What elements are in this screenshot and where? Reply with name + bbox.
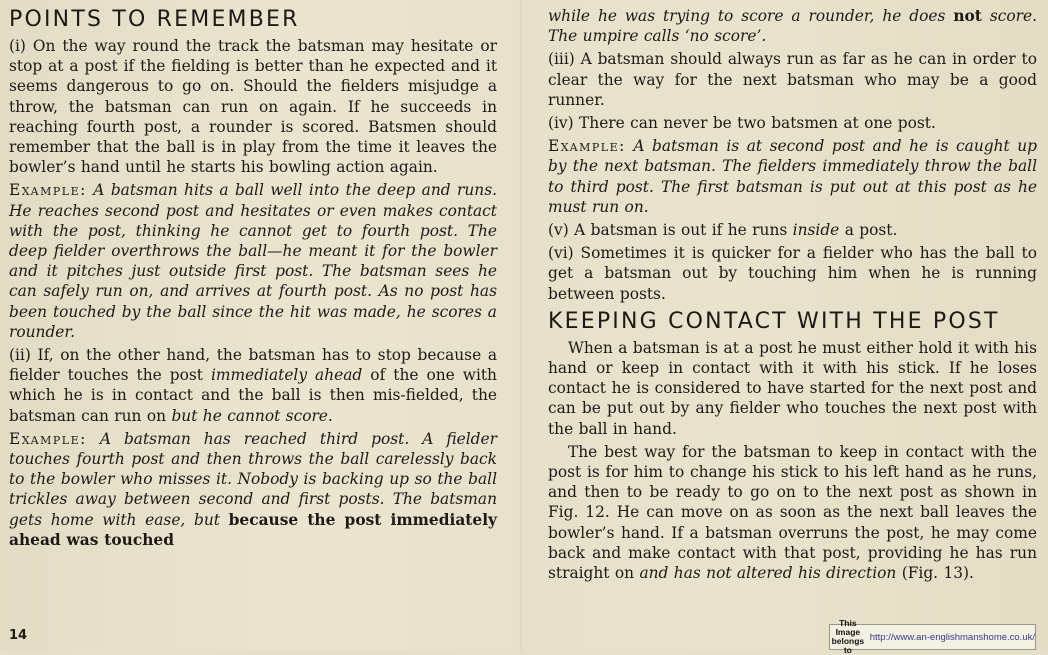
- page-gutter: [520, 0, 522, 650]
- example-label: Example:: [9, 181, 87, 200]
- stamp-url[interactable]: http://www.an-englishmanshome.co.uk/: [869, 631, 1035, 643]
- paragraph-ii-text: (ii) If, on the other hand, the batsman has to stop because a fielder touches the post: [9, 346, 497, 385]
- paragraph-i: (i) On the way round the track the batsman may hesitate or stop at a post if the fielding is better than he expected and it seems dangerous to go on. Should the fielders misjudge a throw, the batsman can run on again. If he succeeds in reaching fourth post, a rounder is scored. Batsmen should remember that the ball is in play from the time it leaves the bowler’s hand until he starts his bowling action again.: [9, 37, 497, 177]
- section-heading-points: POINTS TO REMEMBER: [9, 7, 300, 32]
- paragraph-v: [548, 220, 1037, 240]
- right-column: [548, 6, 1037, 586]
- example-3-text: A batsman is at second post and he is caught up by the next batsman. The fielders immediately throw the ball to third post. The first batsman is put out at this post as he must run on.: [548, 137, 1037, 216]
- example-1-text: A batsman hits a ball well into the deep and runs. He reaches second post and hesitates or even makes contact with the post, thinking he cannot get to fourth post. The deep fielder overthrows the ball—he meant it for the bowler and it pitches just outside first post. The batsman sees he can safely run on, and arrives at fourth post. As no post has been touched by the ball since the hit was made, he scores a rounder.: [9, 181, 497, 341]
- paragraph-vi: (vi) Sometimes it is quicker for a fielder who has the ball to get a batsman out by touching him when he is running between posts.: [548, 244, 1037, 303]
- page-number: 14: [9, 628, 28, 643]
- paragraph-ii-text-cont: of the one with which he is in contact and the ball is then mis-fielded, the batsman can run on: [9, 366, 497, 425]
- stamp-label: This Image belongs to: [831, 618, 865, 655]
- left-column: [9, 6, 497, 553]
- paragraph-ii-emphasis: immediately ahead: [210, 366, 363, 385]
- paragraph-v-text-end: a post.: [844, 221, 898, 240]
- ownership-stamp: [829, 618, 1036, 655]
- example-3: [548, 136, 1037, 217]
- example-2: [9, 429, 497, 550]
- example-1: [9, 180, 497, 342]
- paragraph-ii-emphasis-end: but he cannot score.: [171, 406, 333, 425]
- example-2-text: A batsman has reached third post. A fielder touches fourth post and then throws the ball carelessly back to the bowler who misses it. Nobody is backing up so the ball trickles away between second and first posts. The batsman gets home with ease, but: [9, 429, 497, 529]
- example-2-bold: because the post immediately ahead was touched: [9, 510, 497, 549]
- paragraph-ii: [9, 345, 497, 426]
- paragraph-contact-2-text: The best way for the batsman to keep in contact with the post is for him to change his stick to his left hand as he runs, and then to be ready to go on to the next post as shown in Fig. 12. He can move on as soon as the next ball leaves the bowler’s hand. If a batsman overruns the post, he may come back and make contact with that post, providing he has run straight on: [548, 442, 1037, 583]
- paragraph-iv: (iv) There can never be two batsmen at one post.: [548, 114, 936, 133]
- paragraph-contact-2: [548, 442, 1037, 583]
- paragraph-contact-2-emphasis: and has not altered his direction: [639, 564, 897, 583]
- example-2-continued: [548, 6, 1037, 46]
- paragraph-contact-1: When a batsman is at a post he must either hold it with his hand or keep in contact with it with his stick. If he loses contact he is considered to have started for the next post and can be put out by any fielder who touches the next post with the ball in hand.: [548, 338, 1037, 438]
- continued-text: while he was trying to score a rounder, he does: [548, 7, 946, 25]
- paragraph-v-emphasis: inside: [792, 221, 840, 240]
- continued-text-end: score. The umpire calls ‘no score’.: [548, 7, 1037, 46]
- paragraph-contact-2-ref: (Fig. 13).: [901, 564, 974, 583]
- example-label: Example:: [9, 429, 87, 448]
- paragraph-iii: (iii) A batsman should always run as far as he can in order to clear the way for the next batsman who may be a good runner.: [548, 50, 1037, 109]
- continued-bold: not: [953, 7, 982, 25]
- section-heading-contact: KEEPING CONTACT WITH THE POST: [548, 308, 1000, 334]
- example-label: Example:: [548, 137, 626, 156]
- paragraph-v-text: (v) A batsman is out if he runs: [548, 221, 788, 240]
